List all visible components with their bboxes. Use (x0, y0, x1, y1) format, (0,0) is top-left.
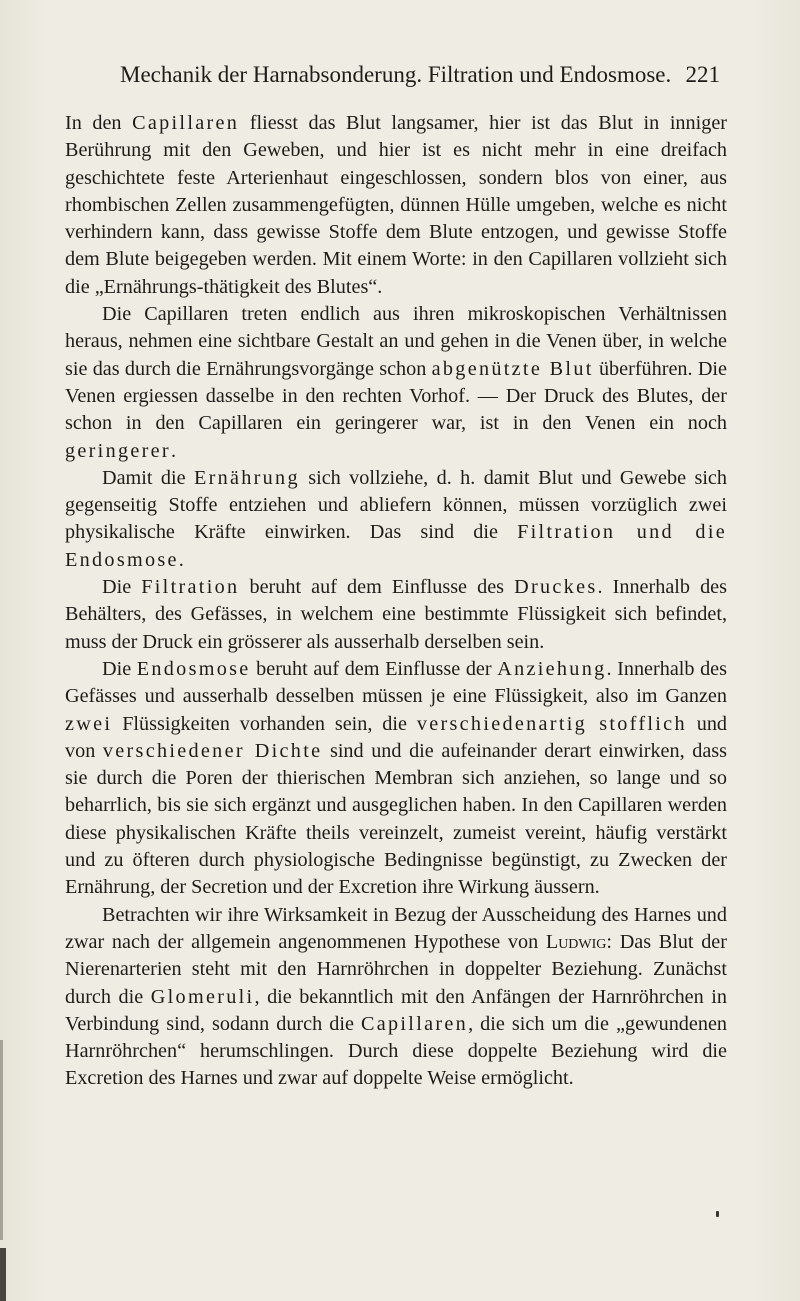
text-run: und von (65, 712, 728, 762)
emphasis-spaced: Anziehung (497, 657, 607, 680)
emphasis-spaced: Capillaren (360, 1012, 469, 1035)
text-run: Flüssigkeiten vorhanden sein, die (112, 712, 417, 735)
text-run: , die bekanntlich mit den Anfängen der Harnröhrchen in Verbindung sind, sodann durch die (65, 985, 727, 1035)
page-number: 221 (685, 62, 720, 87)
author-name: Ludwig (545, 930, 607, 953)
text-run: Die (102, 576, 142, 599)
text-run: . (170, 439, 176, 462)
paragraph-capillaries-flow (65, 110, 727, 301)
text-run: : Das Blut der Nierenarterien steht mit den Harnröhrchen in doppelter Beziehung. Zunächst durch die (65, 930, 727, 1008)
paragraph-endosmosis (65, 656, 727, 902)
emphasis-spaced: Ernährung (193, 466, 300, 489)
emphasis-spaced: Filtration (141, 576, 240, 599)
emphasis-spaced: abgenützte Blut (431, 357, 594, 380)
text-run: sind und die aufeinander derart einwirken, dass sie durch die Poren der thierischen Membran sich anziehen, so lange und so beharrlich, bis sie sich ergänzt und ausgeglichen haben. In den Capillaren werden diese physikalischen Kräfte theils vereinzelt, zumeist vereint, häufig verstärkt und zu öfteren durch physiologische Bedingnisse begünstigt, zu Zwecken der Ernährung, der Secretion und der Excretion ihre Wirkung äussern. (65, 739, 727, 899)
page-header (120, 62, 720, 92)
paragraph-capillaries-veins (65, 301, 727, 465)
print-speck (716, 1211, 719, 1217)
text-run: überführen. Die Venen ergiessen dasselbe in den rechten Vorhof. — Der Druck des Blutes, der schon in den Capillaren ein geringerer war, ist in den Venen ein noch (65, 357, 727, 435)
text-run: In den (65, 112, 133, 134)
paragraph-nutrition (65, 465, 727, 574)
emphasis-spaced: Glomeruli (150, 985, 255, 1008)
emphasis-spaced: Druckes (514, 576, 598, 599)
emphasis-spaced: verschiedenartig stofflich (416, 712, 687, 735)
text-run: Die Capillaren treten endlich aus ihren mikroskopischen Verhältnissen heraus, nehmen eine sichtbare Gestalt an und gehen in die Venen über, in welche sie das durch die Ernährungsvorgänge schon (65, 303, 727, 380)
text-run: . Innerhalb des Gefässes und ausserhalb desselben müssen je eine Flüssigkeit, also im Ganzen (65, 657, 728, 708)
text-run: fliesst das Blut langsamer, hier ist das Blut in inniger Berührung mit den Geweben, und hier ist es nicht mehr in eine dreifach geschichtete feste Arterienhaut eingeschlossen, sondern blos von einer, aus rhombischen Zellen zusammengefügten, dünnen Hülle umgeben, welche es nicht verhindern kann, dass gewisse Stoffe dem Blute entzogen, und gewisse Stoffe dem Blute beigegeben werden. Mit einem Worte: in den Capillaren vollzieht sich die „Ernährungs-thätigkeit des Blutes“. (65, 112, 727, 298)
text-run: . (178, 548, 184, 571)
emphasis-spaced: geringerer (65, 439, 171, 462)
emphasis-spaced: Filtration und die Endosmose (65, 521, 727, 571)
emphasis-spaced: verschiedener Dichte (102, 739, 323, 762)
emphasis-spaced: Capillaren (132, 112, 240, 134)
text-run: , die sich um die „gewundenen Harnröhrchen“ herumschlingen. Durch diese doppelte Beziehung wird die Excretion des Harnes und zwar auf doppelte Weise ermöglicht. (65, 1012, 728, 1090)
text-run: beruht auf dem Einflusse des (239, 576, 515, 599)
emphasis-spaced: Endosmose (136, 657, 251, 680)
text-run: beruht auf dem Einflusse der (250, 657, 498, 680)
text-run: sich vollziehe, d. h. damit Blut und Gewebe sich gegenseitig Stoffe entziehen und abliefern können, müssen vorzüglich zwei physikalische Kräfte einwirken. Das sind die (65, 466, 727, 544)
text-run: Damit die (102, 466, 194, 489)
page-edge-shadow (0, 1040, 3, 1240)
text-run: Betrachten wir ihre Wirksamkeit in Bezug der Ausscheidung des Harnes und zwar nach der allgemein angenommenen Hypothese von (65, 903, 727, 953)
emphasis-spaced: zwei (65, 712, 113, 735)
text-run: . Innerhalb des Behälters, des Gefässes, in welchem eine bestimmte Flüssigkeit sich befindet, muss der Druck ein grösserer als ausserhalb derselben sein. (65, 576, 727, 653)
page-edge-mark (0, 1248, 6, 1301)
paragraph-filtration (65, 574, 727, 656)
paragraph-urine-excretion (65, 902, 727, 1093)
running-title: Mechanik der Harnabsonderung. Filtration und Endosmose. (120, 62, 672, 87)
body-text (65, 110, 727, 1093)
text-run: Die (102, 657, 137, 680)
